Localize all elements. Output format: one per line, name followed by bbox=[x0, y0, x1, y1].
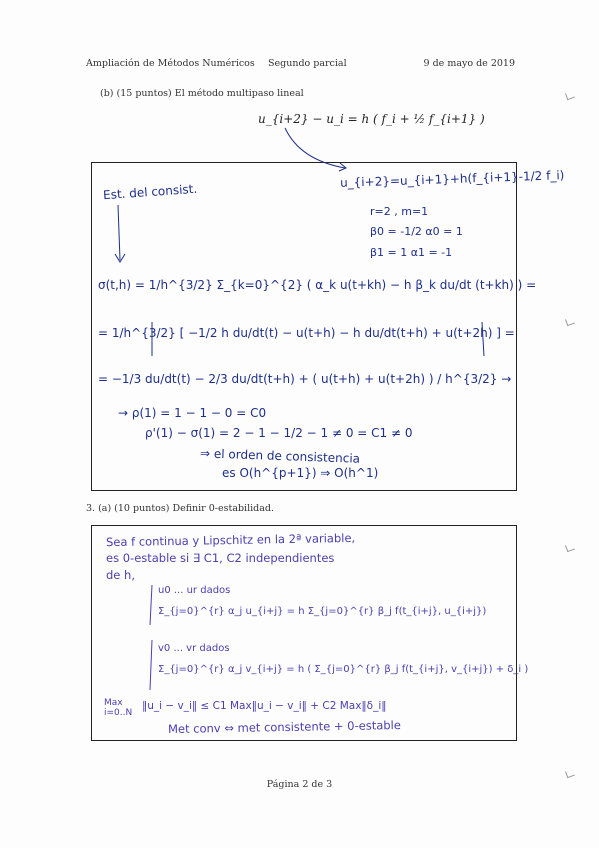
header-exam: Segundo parcial bbox=[268, 58, 347, 69]
part-b-formula: u_{i+2} − u_i = h ( f_i + ½ f_{i+1} ) bbox=[258, 112, 485, 126]
conclusion-line-1: ⇒ el orden de consistencia bbox=[199, 446, 361, 466]
def-line-3: de h, bbox=[106, 568, 135, 582]
system1-init: u0 ... ur dados bbox=[158, 585, 231, 596]
rho-line: → ρ(1) = 1 − 1 − 0 = C0 bbox=[118, 406, 267, 420]
rewritten-scheme: u_{i+2}=u_{i+1}+h(f_{i+1}-1/2 f_i) bbox=[339, 168, 565, 190]
sigma-line-3: = −1/3 du/dt(t) − 2/3 du/dt(t+h) + ( u(t+h) + u(t+2h) ) / h^{3/2} → bbox=[98, 372, 512, 386]
max-label: Max i=0..N bbox=[104, 698, 133, 718]
system2-equation: Σ_{j=0}^{r} α_j v_{i+j} = h ( Σ_{j=0}^{r} β_j f(t_{i+j}, v_{i+j}) + δ_i ) bbox=[158, 664, 529, 675]
def-line-1: Sea f continua y Lipschitz en la 2ª variable, bbox=[105, 530, 356, 550]
note-est-consist: Est. del consist. bbox=[102, 181, 198, 203]
question-3-label: 3. (a) (10 puntos) Definir 0-estabilidad. bbox=[86, 503, 275, 514]
sigma-line-1: σ(t,h) = 1/h^{3/2} Σ_{k=0}^{2} ( α_k u(t+kh) − h β_k du/dt (t+kh) ) = bbox=[98, 278, 537, 292]
part-b-label: (b) (15 puntos) El método multipaso lineal bbox=[100, 88, 304, 99]
param-line-1: r=2 , m=1 bbox=[370, 205, 429, 218]
page-footer: Página 2 de 3 bbox=[266, 779, 333, 790]
system2-init: v0 ... vr dados bbox=[158, 643, 230, 654]
param-line-3: β1 = 1 α1 = -1 bbox=[370, 246, 453, 259]
system1-equation: Σ_{j=0}^{r} α_j u_{i+j} = h Σ_{j=0}^{r} β_j f(t_{i+j}, u_{i+j}) bbox=[158, 606, 487, 617]
def-line-2: es 0-estable si ∃ C1, C2 independientes bbox=[106, 551, 335, 565]
rho-prime-line: ρ'(1) − σ(1) = 2 − 1 − 1/2 − 1 ≠ 0 = C1 ≠ 0 bbox=[145, 426, 413, 440]
header-course: Ampliación de Métodos Numéricos bbox=[86, 58, 255, 69]
stability-inequality: ‖u_i − v_i‖ ≤ C1 Max‖u_i − v_i‖ + C2 Max‖δ_i‖ bbox=[142, 700, 387, 712]
param-line-2: β0 = -1/2 α0 = 1 bbox=[370, 225, 463, 238]
conclusion-line-2: es O(h^{p+1}) ⇒ O(h^1) bbox=[222, 466, 379, 480]
convergence-theorem: Met conv ⇔ met consistente + 0-estable bbox=[167, 717, 402, 737]
sigma-line-2: = 1/h^{3/2} [ −1/2 h du/dt(t) − u(t+h) − h du/dt(t+h) + u(t+2h) ] = bbox=[98, 326, 515, 340]
header-date: 9 de mayo de 2019 bbox=[423, 58, 515, 69]
